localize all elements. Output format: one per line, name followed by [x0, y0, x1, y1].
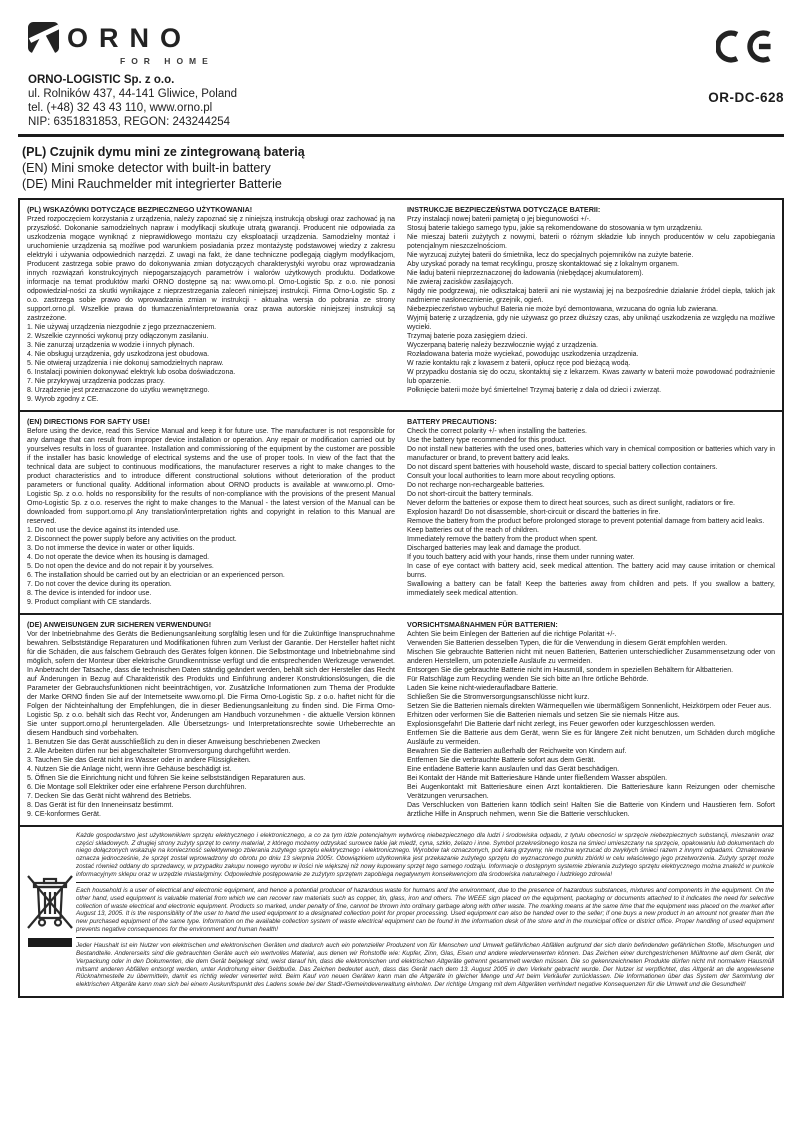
product-title-pl: (PL) Czujnik dymu mini ze zintegrowaną baterią	[22, 145, 305, 159]
weee-section	[20, 827, 782, 996]
list-item: 7. Nie przykrywaj urządzenia podczas pracy.	[27, 378, 165, 385]
list-item: In case of eye contact with battery acid, seek medical attention. The battery acid may cause irritation or chemical burns.	[407, 563, 775, 579]
list-item: Entfernen Sie die Batterie aus dem Gerät, wenn Sie es für längere Zeit nicht benutzen, um Schäden durch mögliche Ausläufe zu vermeiden.	[407, 730, 775, 746]
section-paragraph: Vor der Inbetriebnahme des Geräts die Bedienungsanleitung sorgfältig lesen und für die Zukünftige Inanspruchnahme bewahren. Selbstständige Reparaturen und Modifikationen führen zum Verlust der Garantie. Der Hersteller haftet nicht für die Schäden, die aus falschem Gebrauch des Gerätes folgen können. Die Selbstmontage und Inbetriebnahme sind möglich, sofern der Monteur über elektrische Grundkenntnisse verfügt und die entsprechenden Werkzeuge verwendet. In Anbetracht der Tatsache, dass die technischen Daten ständig geändert werden, behält sich der Hersteller das Recht auf Änderungen in Bezug auf Charakteristik des Produkts und Einführung anderer Konstruktionslösungen, die die Parameter der Gebrauchsfunktionen nicht beeinträchtigen, vor. Zusätzliche Informationen zum Thema der Produkte der Marke ORNO finden Sie auf der Internetseite www.orno.pl. Die Firma Orno-Logistic Sp. z o.o. haftet nicht für die Folgen der Nichteinhaltung der Empfehlungen, die in dieser Bedienungsanleitung zu finden sind. Die Firma Orno-Logistic Sp. z o.o. behält sich das Recht vor, Änderungen am Handbuch vorzunehmen - die aktuelle Version können Sie unter support.orno.pl heruntergeladen. Alle Übersetzungs- und Interpretationsrechte sowie Urheberrechte an diesem Handbuch sind vorbehalten.	[27, 631, 395, 737]
list-item: Achten Sie beim Einlegen der Batterien auf die richtige Polarität +/-.	[407, 631, 617, 638]
weee-divider	[76, 937, 774, 938]
list-item: Bei Kontakt der Hände mit Batteriesäure Hände unter fließendem Wasser abspülen.	[407, 775, 668, 782]
list-item: 2. Alle Arbeiten dürfen nur bei abgeschalteter Stromversorgung durchgeführt werden.	[27, 748, 291, 755]
battery-column	[407, 205, 775, 404]
list-item: 7. Do not cover the device during its operation.	[27, 581, 172, 588]
list-item: 7. Decken Sie das Gerät nicht während des Betriebs.	[27, 793, 192, 800]
header-right	[708, 22, 784, 105]
list-item: Schließen Sie die Stromversorgungsanschlüsse nicht kurz.	[407, 694, 590, 701]
orno-logo-mark-icon	[28, 22, 59, 53]
company-phone-web: tel. (+48) 32 43 43 110, www.orno.pl	[28, 102, 213, 114]
list-item: Rozładowana bateria może wyciekać, powodując uszkodzenia urządzenia.	[407, 351, 639, 358]
list-item: Never deform the batteries or expose them to direct heat sources, such as direct sunlight, radiators or fire.	[407, 500, 735, 507]
list-item: 3. Tauchen Sie das Gerät nicht ins Wasser oder in andere Flüssigkeiten.	[27, 757, 251, 764]
list-item: Bei Augenkontakt mit Batteriesäure einen Arzt kontaktieren. Die Batteriesäure kann Reizungen oder chemische Verätzungen verursachen.	[407, 784, 775, 800]
list-item: Połknięcie baterii może być śmiertelne! Trzymaj baterię z dala od dzieci i zwierząt.	[407, 387, 662, 394]
safety-column	[27, 205, 395, 404]
list-item: Das Verschlucken von Batterien kann tödlich sein! Halten Sie die Batterie von Kindern und Haustieren fern. Sofort ärztliche Hilfe in Anspruch nehmen, wenn Sie die Batterie verschlucken.	[407, 802, 775, 818]
safety-column	[27, 417, 395, 607]
brand-logo	[28, 22, 237, 53]
list-item: 4. Nie obsługuj urządzenia, gdy uszkodzona jest obudowa.	[27, 351, 210, 358]
list-item: 5. Do not open the device and do not repair it by yourselves.	[27, 563, 214, 570]
section-paragraph: Przed rozpoczęciem korzystania z urządzenia, należy zapoznać się z niniejszą instrukcją obsługi oraz zachować ją na przyszłość. Dokonanie samodzielnych napraw i modyfikacji skutkuje utratą gwarancji. Producent nie odpowiada za uszkodzenia mogące wyniknąć z nieprawidłowego montażu czy eksploatacji urządzenia. Samodzielny montaż i uruchomienie urządzenia są możliwe pod warunkiem posiadania przez montażystę podstawowej wiedzy z zakresu elektryki i używania odpowiednich narzędzi. Z uwagi na fakt, że dane techniczne podlegają ciągłym modyfikacjom, Producent zastrzega sobie prawo do dokonywania zmian dotyczących charakterystyki wyrobu oraz wprowadzania innych rozwiązań konstrukcyjnych niepogarszających parametrów i walorów użytkowych produktu. Dodatkowe informacje na temat produktów marki ORNO dostępne są na: www.orno.pl. Orno-Logistic Sp. z o.o. nie ponosi odpowiedzial-ności za skutki wynikające z nieprzestrzegania zaleceń niniejszej instrukcji. Firma Orno-Logistic Sp. z o.o. zastrzega sobie prawo do wprowadzania zmian w instrukcji - aktualna wersja do pobrania ze strony support.orno.pl. Wszelkie prawa do tłumaczenia/interpretowania oraz prawa autorskie niniejszej instrukcji są zastrzeżone.	[27, 216, 395, 322]
list-item: 1. Do not use the device against its intended use.	[27, 527, 180, 534]
company-address: ul. Rolników 437, 44-141 Gliwice, Poland	[28, 88, 238, 100]
weee-text-column	[76, 832, 774, 989]
list-item: 8. The device is intended for indoor use.	[27, 590, 152, 597]
list-item: W razie kontaktu rąk z kwasem z baterii, opłucz ręce pod bieżącą wodą.	[407, 360, 631, 367]
list-item: Immediately remove the battery from the product when spent.	[407, 536, 598, 543]
list-item: Für Ratschläge zum Recycling wenden Sie sich bitte an Ihre örtliche Behörde.	[407, 676, 649, 683]
list-item: Eine entladene Batterie kann auslaufen und das Gerät beschädigen.	[407, 766, 620, 773]
list-item: Remove the battery from the product before prolonged storage to prevent potential damage from battery acid leaks.	[407, 518, 765, 525]
section-heading: INSTRUKCJE BEZPIECZEŃSTWA DOTYCZĄCE BATERII:	[407, 205, 601, 214]
section-heading: BATTERY PRECAUTIONS:	[407, 417, 497, 426]
language-section-2	[20, 615, 782, 827]
language-section-0	[20, 200, 782, 412]
list-item: Swallowing a battery can be fatal! Keep the batteries away from children and pets. If you swallow a battery, immediately seek medical attention.	[407, 581, 775, 597]
list-item: 9. CE-konformes Gerät.	[27, 811, 101, 818]
section-heading: (EN) DIRECTIONS FOR SAFTY USE!	[27, 417, 150, 426]
list-item: 8. Urządzenie jest przeznaczone do użytku wewnętrznego.	[27, 387, 210, 394]
list-item: 9. Wyrob zgodny z CE.	[27, 396, 99, 403]
list-item: 4. Do not operate the device when its housing is damaged.	[27, 554, 210, 561]
list-item: 9. Product compliant with CE standards.	[27, 599, 152, 606]
list-item: 5. Öffnen Sie die Einrichtung nicht und führen Sie keine selbstständigen Reparaturen aus.	[27, 775, 306, 782]
list-item: Setzen Sie die Batterien niemals direkten Wärmequellen wie übermäßigem Sonnenlicht, Heizkörpern oder Feuer aus.	[407, 703, 772, 710]
company-registration: NIP: 6351831853, REGON: 243244254	[28, 116, 231, 128]
product-title-en: (EN) Mini smoke detector with built-in battery	[22, 161, 271, 175]
list-item: Erhitzen oder verformen Sie die Batterien niemals und setzen Sie sie niemals Hitze aus.	[407, 712, 680, 719]
section-heading: VORSICHTSMAßNAHMEN FÜR BATTERIEN:	[407, 620, 558, 629]
list-item: Bewahren Sie die Batterien außerhalb der Reichweite von Kindern auf.	[407, 748, 627, 755]
product-title-de: (DE) Mini Rauchmelder mit integrierter Batterie	[22, 177, 282, 191]
battery-column	[407, 417, 775, 607]
list-item: Przy instalacji nowej baterii pamiętaj o jej biegunowości +/-.	[407, 216, 591, 223]
list-item: Use the battery type recommended for this product.	[407, 437, 567, 444]
sections	[20, 200, 782, 827]
list-item: Do not recharge non-rechargeable batteries.	[407, 482, 545, 489]
list-item: Stosuj baterie takiego samego typu, jakie są rekomendowane do stosowania w tym urządzeniu.	[407, 225, 703, 232]
section-heading: (PL) WSKAZÓWKI DOTYCZĄCE BEZPIECZNEGO UŻYTKOWANIA!	[27, 205, 253, 214]
list-item: Verwenden Sie Batterien desselben Typen, die für die Verwendung in diesem Gerät empfohlen werden.	[407, 640, 728, 647]
list-item: 5. Nie otwieraj urządzenia i nie dokonuj samodzielnych napraw.	[27, 360, 224, 367]
company-name: ORNO-LOGISTIC Sp. z o.o.	[28, 74, 175, 86]
weee-crossed-bin-icon	[27, 874, 73, 932]
list-item: Do not short-circuit the battery terminals.	[407, 491, 534, 498]
list-item: 6. Instalacji powinien dokonywać elektryk lub osoba doświadczona.	[27, 369, 236, 376]
list-item: 1. Benutzen Sie das Gerät ausschließlich zu den in dieser Anweisung beschriebenen Zwecken	[27, 739, 321, 746]
list-item: Do not install new batteries with the used ones, batteries which vary in chemical composition or batteries which vary in manufacturer or brand, to prevent battery acid leaks.	[407, 446, 775, 462]
weee-paragraph-en: Each household is a user of electrical and electronic equipment, and hence a potential producer of hazardous waste for humans and the environment, due to the presence of hazardous substances, mixtures and components in the equipment. On the other hand, used equipment is valuable material from which we can recover raw materials such as copper, tin, glass, iron and others. The WEEE sign placed on the equipment, packaging or documents attached to it indicates the need for selective collection of waste electrical and electronic equipment. Products so marked, under penalty of fine, cannot be thrown into ordinary garbage along with other waste. The marking means at the same time that the equipment was placed on the market after August 13, 2005. It is the responsibility of the user to hand the used equipment to a designated collection point for proper processing. Used equipment can also be handed over to the seller; if one buys a new product in an amount not greater than the new purchased equipment of the same type. Information on the available collection system of waste electrical equipment can be found in the information desk of the store and in the municipal office or district office. Proper handling of used equipment prevents negative consequences for the environment and human health!	[76, 887, 774, 933]
language-section-1	[20, 412, 782, 615]
weee-divider	[76, 882, 774, 883]
list-item: Entsorgen Sie die gebrauchte Batterie nicht im Hausmüll, sondern in speziellen Behältern für Altbatterien.	[407, 667, 734, 674]
list-item: Consult your local authorities to learn more about recycling options.	[407, 473, 616, 480]
list-item: Mischen Sie gebrauchte Batterien nicht mit neuen Batterien, Batterien unterschiedlicher Zusammensetzung oder von anderen Herstellern, um potenzielle Ausläufe zu vermeiden.	[407, 649, 775, 665]
list-item: 1. Nie używaj urządzenia niezgodnie z jego przeznaczeniem.	[27, 324, 217, 331]
list-item: Nie mieszaj baterii zużytych z nowymi, baterii o różnym składzie lub innych producentów w celu zapobiegania potencjalnym nieszczelnościom.	[407, 234, 775, 250]
safety-column	[27, 620, 395, 819]
weee-icon-column	[24, 874, 76, 947]
list-item: Explosion hazard! Do not disassemble, short-circuit or discard the batteries in fire.	[407, 509, 661, 516]
list-item: Nigdy nie podgrzewaj, nie odkształcaj baterii ani nie wystawiaj jej na bezpośrednie działanie źródeł ciepła, takich jak nadmierne nasłonecznienie, grzejnik, ogień.	[407, 288, 775, 304]
list-item: Aby uzyskać porady na temat recyklingu, proszę skontaktować się z lokalnym organem.	[407, 261, 679, 268]
list-item: 3. Do not immerse the device in water or other liquids.	[27, 545, 195, 552]
list-item: 6. The installation should be carried out by an electrician or an experienced person.	[27, 572, 285, 579]
list-item: W przypadku dostania się do oczu, skontaktuj się z lekarzem. Kwas zawarty w baterii może powodować podrażnienie lub oparzenie.	[407, 369, 775, 385]
list-item: Entfernen Sie die verbrauchte Batterie sofort aus dem Gerät.	[407, 757, 596, 764]
list-item: Discharged batteries may leak and damage the product.	[407, 545, 581, 552]
weee-paragraph-pl: Każde gospodarstwo jest użytkownikiem sprzętu elektrycznego i elektronicznego, a co za tym idzie potencjalnym wytwórcą niebezpiecznego dla ludzi i środowiska odpadu, z tytułu obecności w sprzęcie niebezpiecznych substancji, mieszanin oraz części składowych. Z drugiej strony zużyty sprzęt to cenny materiał, z którego możemy odzyskać surowce takie jak miedź, cyna, szkło, żelazo i inne. Symbol przekreślonego kosza na śmieci umieszczany na sprzęcie, opakowaniu lub dokumentach do niego dołączonych wskazuje na konieczność selektywnego zbierania zużytego sprzętu elektrycznego i elektronicznego. Wyrobów tak oznaczonych, pod karą grzywny, nie można wyrzucać do zwykłych śmieci razem z innymi odpadami. Oznakowanie oznacza jednocześnie, że sprzęt został wprowadzony do obrotu po dniu 13 sierpnia 2005r. Obowiązkiem użytkownika jest przekazanie zużytego sprzętu do wyznaczonego punktu zbiórki w celu właściwego jego przetworzenia. Zużyty sprzęt może zostać również oddany do sprzedawcy, w przypadku zakupu nowego wyrobu w ilości nie większej niż nowy kupowany sprzęt tego samego rodzaju. Informacje o dostępnym systemie zbierania zużytego sprzętu elektrycznego można znaleźć w punkcie informacyjnym sklepu oraz w urzędzie miasta/gminy. Odpowiednie postępowanie ze zużytym sprzętem zapobiega negatywnym konsekwencjom dla środowiska naturalnego i ludzkiego zdrowia!	[76, 832, 774, 878]
list-item: 6. Die Montage soll Elektriker oder eine erfahrene Person durchführen.	[27, 784, 247, 791]
header	[18, 22, 784, 129]
section-paragraph: Before using the device, read this Service Manual and keep it for future use. The manufacturer is not responsible for any damage that can result from improper device installation or operation. Any repair or modification carried out by yourselves results in loss of guarantee. Installation and commissioning of the equipment by the customer are possible if the installer has basic knowledge of electrical systems and the use of proper tools. In view of the fact that the technical data are subject to continuous modifications, the manufacturer reserves a right to make changes to the product characteristics and to introduce different constructional solutions without deterioration of the product parameters or functional quality. Additional information about ORNO products is available at www.orno.pl. Orno-Logistic Sp. z o.o. holds no responsibility for the results of non-compliance with the provisions of the present Manual Orno-Logistic Sp. z o.o. reserves the right to make changes to the Manual - the latest version of the Manual can be downloaded from support.orno.pl Any translation/interpretation rights and copyright in relation to this Manual are reserved.	[27, 428, 395, 525]
list-item: 2. Disconnect the power supply before any activities on the product.	[27, 536, 237, 543]
model-number: OR-DC-628	[708, 90, 784, 105]
list-item: 4. Nutzen Sie die Anlage nicht, wenn ihre Gehäuse beschädigt ist.	[27, 766, 232, 773]
brand-block	[18, 22, 237, 129]
list-item: Nie ładuj baterii nieprzeznaczonej do ładowania (niebędącej akumulatorem).	[407, 270, 644, 277]
brand-tagline: FOR HOME	[120, 56, 214, 66]
list-item: If you touch battery acid with your hands, rinse them under running water.	[407, 554, 635, 561]
battery-column	[407, 620, 775, 819]
list-item: Wyjmij baterię z urządzenia, gdy nie używasz go przez dłuższy czas, aby uniknąć uszkodzenia ze względu na możliwe wycieki.	[407, 315, 775, 331]
list-item: Keep batteries out of the reach of children.	[407, 527, 539, 534]
list-item: 8. Das Gerät ist für den Inneneinsatz bestimmt.	[27, 802, 174, 809]
brand-name: ORNO	[67, 23, 192, 53]
list-item: Check the correct polarity +/- when installing the batteries.	[407, 428, 587, 435]
section-heading: (DE) ANWEISUNGEN ZUR SICHEREN VERWENDUNG!	[27, 620, 212, 629]
list-item: Trzymaj baterie poza zasięgiem dzieci.	[407, 333, 528, 340]
list-item: 3. Nie zanurzaj urządzenia w wodzie i innych płynach.	[27, 342, 195, 349]
list-item: Wyczerpaną baterię należy bezzwłocznie wyjąć z urządzenia.	[407, 342, 598, 349]
list-item: Nie zwieraj zacisków zasilających.	[407, 279, 514, 286]
list-item: Do not discard spent batteries with household waste, discard to special battery collection containers.	[407, 464, 718, 471]
product-titles	[18, 137, 784, 198]
weee-black-bar	[28, 938, 72, 947]
list-item: Laden Sie keine nicht-wiederaufladbare Batterie.	[407, 685, 558, 692]
ce-mark-icon	[716, 30, 784, 63]
list-item: Nie wyrzucaj zużytej baterii do śmietnika, lecz do specjalnych pojemników na zużyte baterie.	[407, 252, 694, 259]
list-item: 2. Wszelkie czynności wykonuj przy odłączonym zasilaniu.	[27, 333, 209, 340]
safety-box	[18, 198, 784, 998]
list-item: Niebezpieczeństwo wybuchu! Bateria nie może być demontowana, wrzucana do ognia lub zwierana.	[407, 306, 718, 313]
weee-paragraph-de: Jeder Haushalt ist ein Nutzer von elektrischen und elektronischen Geräten und dadurch auch ein potenzieller Produzent von für Menschen und Umwelt gefährlichen Abfällen aufgrund der sich darin befindenden gefährlichen Stoffe, Mischungen und Bestandteile. Andererseits sind die gebrauchten Geräte auch ein wertvolles Material, aus denen wir Rohstoffe wie: Kupfer, Zinn, Glas, Eisen und andere wiederverwerten können. Das Zeichen einer durchgestrichenen Mülltonne auf dem Gerät, der Verpackung oder in den Dokumenten, die dem Gerät beigelegt sind, weist darauf hin, dass die elektronischen und elektrischen Altgeräte getrennt gesammelt werden müssen. Die so gekennzeichneten Produkte dürfen nicht mit normalem Hausmüll mitsamt anderen Abfällen entsorgt werden, unter Androhung einer Geldbuße. Das Zeichen bedeutet auch, dass das Gerät nach dem 13. August 2005 in den Verkehr gebracht wurde. Der Nutzer ist verpflichtet, das Altgerät an die angewiesene Rücknahmestelle zu übermitteln, damit es richtig wieder verwertet wird. Beim Kauf von neuen Geräten kann man die Altgeräte in gleicher Menge und Art beim Verkäufer zurücklassen. Die Informationen über das System der Sammlung der elektrischen Altgeräte kann man sich bei einem Auskunftspunkt des Ladens sowie bei der Stadt-/Gemeindeverwaltung einholen. Der richtige Umgang mit dem Altgeräten verhindert negative Konsequenzen für die Umwelt und die Gesundheit!	[76, 942, 774, 988]
list-item: Explosionsgefahr! Die Batterie darf nicht zerlegt, ins Feuer geworfen oder kurzgeschlossen werden.	[407, 721, 716, 728]
